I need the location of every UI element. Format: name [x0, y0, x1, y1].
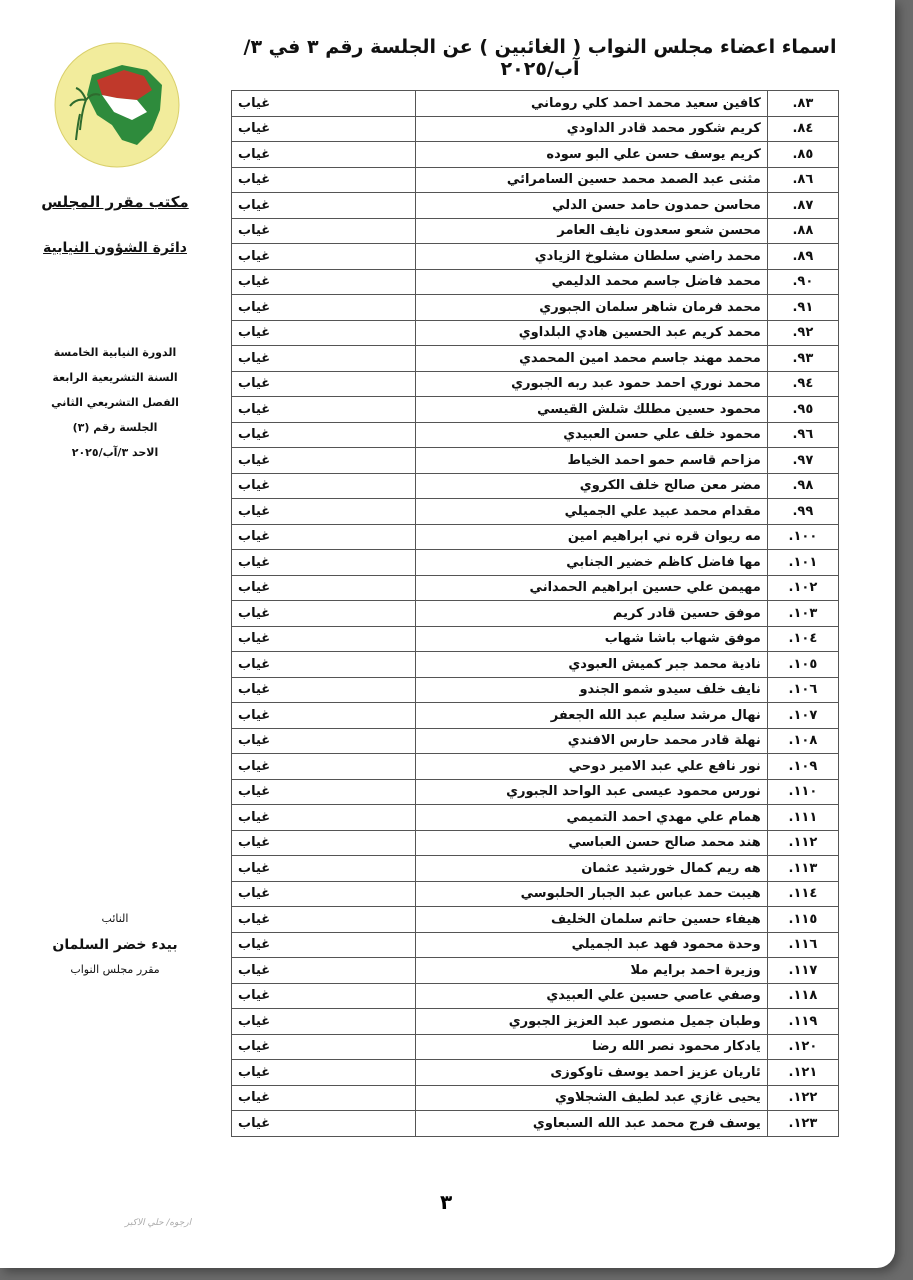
- table-row: [232, 371, 839, 397]
- absence-status: غياب: [232, 295, 416, 321]
- table-row: [232, 754, 839, 780]
- table-row: [232, 856, 839, 882]
- table-row: [232, 320, 839, 346]
- member-name: محمد فرمان شاهر سلمان الجبوري: [415, 295, 767, 321]
- table-row: [232, 1085, 839, 1111]
- member-name: محمد نوري احمد حمود عبد ربه الجبوري: [415, 371, 767, 397]
- session-info-line: الفصل التشريعي الثاني: [51, 396, 179, 409]
- absence-status: غياب: [232, 473, 416, 499]
- table-row: [232, 218, 839, 244]
- row-number: ١٠٧.: [767, 703, 838, 729]
- table-row: [232, 167, 839, 193]
- absence-status: غياب: [232, 703, 416, 729]
- member-name: نادية محمد جبر كميش العبودي: [415, 652, 767, 678]
- row-number: ٩٨.: [767, 473, 838, 499]
- member-name: نور نافع علي عبد الامير دوحي: [415, 754, 767, 780]
- absence-status: غياب: [232, 218, 416, 244]
- row-number: ٩٧.: [767, 448, 838, 474]
- absence-status: غياب: [232, 524, 416, 550]
- office-name: مكتب مقرر المجلس: [41, 193, 189, 211]
- member-name: وصفي عاصي حسين علي العبيدي: [415, 983, 767, 1009]
- member-name: نورس محمود عيسى عبد الواحد الجبوري: [415, 779, 767, 805]
- table-row: [232, 524, 839, 550]
- member-name: موفق شهاب باشا شهاب: [415, 626, 767, 652]
- row-number: ١١٨.: [767, 983, 838, 1009]
- absence-status: غياب: [232, 856, 416, 882]
- table-row: [232, 346, 839, 372]
- absence-status: غياب: [232, 728, 416, 754]
- absence-status: غياب: [232, 1111, 416, 1137]
- member-name: هيفاء حسين حاتم سلمان الخليف: [415, 907, 767, 933]
- row-number: ٩٦.: [767, 422, 838, 448]
- absence-status: غياب: [232, 983, 416, 1009]
- absence-status: غياب: [232, 932, 416, 958]
- absence-status: غياب: [232, 269, 416, 295]
- table-row: [232, 269, 839, 295]
- absence-status: غياب: [232, 575, 416, 601]
- table-row: [232, 907, 839, 933]
- document-title: اسماء اعضاء مجلس النواب ( الغائبين ) عن الجلسة رقم ٣ في ٣/آب/٢٠٢٥: [243, 36, 837, 80]
- member-name: محمد كريم عبد الحسين هادي البلداوي: [415, 320, 767, 346]
- absence-status: غياب: [232, 193, 416, 219]
- table-row: [232, 550, 839, 576]
- table-row: [232, 779, 839, 805]
- session-info: [40, 340, 190, 465]
- department-name: دائرة الشؤون النيابية: [43, 240, 187, 256]
- table-row: [232, 473, 839, 499]
- member-name: همام علي مهدي احمد التميمي: [415, 805, 767, 831]
- absence-table: [231, 90, 839, 1137]
- table-row: [232, 244, 839, 270]
- row-number: ٨٥.: [767, 142, 838, 168]
- member-name: محمد فاضل جاسم محمد الدليمي: [415, 269, 767, 295]
- absence-status: غياب: [232, 830, 416, 856]
- member-name: كافين سعيد محمد احمد كلي روماني: [415, 91, 767, 117]
- absence-status: غياب: [232, 626, 416, 652]
- member-name: مهيمن علي حسين ابراهيم الحمداني: [415, 575, 767, 601]
- row-number: ٨٩.: [767, 244, 838, 270]
- table-row: [232, 703, 839, 729]
- row-number: ٩٢.: [767, 320, 838, 346]
- absence-status: غياب: [232, 116, 416, 142]
- member-name: نهلة قادر محمد حارس الافندي: [415, 728, 767, 754]
- member-name: نايف خلف سيدو شمو الجندو: [415, 677, 767, 703]
- row-number: ١١٤.: [767, 881, 838, 907]
- member-name: مضر معن صالح خلف الكروي: [415, 473, 767, 499]
- row-number: ٨٧.: [767, 193, 838, 219]
- signature-role: النائب: [101, 912, 129, 925]
- table-row: [232, 601, 839, 627]
- absence-status: غياب: [232, 1085, 416, 1111]
- row-number: ١١٣.: [767, 856, 838, 882]
- table-row: [232, 91, 839, 117]
- table-row: [232, 295, 839, 321]
- row-number: ٩٤.: [767, 371, 838, 397]
- row-number: ١٠٤.: [767, 626, 838, 652]
- member-name: موفق حسين قادر كريم: [415, 601, 767, 627]
- member-name: محمد راضي سلطان مشلوخ الزيادي: [415, 244, 767, 270]
- row-number: ١٠٩.: [767, 754, 838, 780]
- row-number: ١٢٣.: [767, 1111, 838, 1137]
- absence-status: غياب: [232, 652, 416, 678]
- absence-status: غياب: [232, 779, 416, 805]
- member-name: مها فاضل كاظم خضير الجنابي: [415, 550, 767, 576]
- row-number: ١١٠.: [767, 779, 838, 805]
- row-number: ١١٩.: [767, 1009, 838, 1035]
- table-row: [232, 397, 839, 423]
- absence-status: غياب: [232, 448, 416, 474]
- row-number: ١٠١.: [767, 550, 838, 576]
- member-name: وحدة محمود فهد عبد الجميلي: [415, 932, 767, 958]
- session-info-line: الاحد ٣/آب/٢٠٢٥: [71, 446, 159, 459]
- member-name: ئاريان عزيز احمد يوسف تاوكوزى: [415, 1060, 767, 1086]
- row-number: ١١٦.: [767, 932, 838, 958]
- row-number: ١١١.: [767, 805, 838, 831]
- absence-status: غياب: [232, 142, 416, 168]
- table-row: [232, 932, 839, 958]
- row-number: ٩٥.: [767, 397, 838, 423]
- row-number: ١٢٢.: [767, 1085, 838, 1111]
- absence-status: غياب: [232, 346, 416, 372]
- table-row: [232, 958, 839, 984]
- table-row: [232, 881, 839, 907]
- absence-status: غياب: [232, 91, 416, 117]
- absence-status: غياب: [232, 422, 416, 448]
- table-row: [232, 448, 839, 474]
- absence-status: غياب: [232, 958, 416, 984]
- member-name: مثنى عبد الصمد محمد حسين السامرائي: [415, 167, 767, 193]
- table-row: [232, 983, 839, 1009]
- absence-status: غياب: [232, 1060, 416, 1086]
- row-number: ٨٦.: [767, 167, 838, 193]
- table-row: [232, 652, 839, 678]
- member-name: مقدام محمد عبيد علي الجميلي: [415, 499, 767, 525]
- footnote-scrawl: ارجوه/ حلي الاكبر: [125, 1218, 192, 1228]
- row-number: ٨٤.: [767, 116, 838, 142]
- row-number: ٩٩.: [767, 499, 838, 525]
- member-name: مه ريوان قره ني ابراهيم امين: [415, 524, 767, 550]
- absence-status: غياب: [232, 550, 416, 576]
- table-row: [232, 193, 839, 219]
- row-number: ١١٧.: [767, 958, 838, 984]
- absence-status: غياب: [232, 907, 416, 933]
- table-row: [232, 1111, 839, 1137]
- member-name: وطبان جميل منصور عبد العزيز الجبوري: [415, 1009, 767, 1035]
- row-number: ١١٥.: [767, 907, 838, 933]
- member-name: كريم شكور محمد قادر الداودي: [415, 116, 767, 142]
- table-row: [232, 142, 839, 168]
- absence-status: غياب: [232, 167, 416, 193]
- parliament-logo: [52, 40, 182, 170]
- member-name: هيبت حمد عباس عبد الجبار الحلبوسي: [415, 881, 767, 907]
- member-name: يوسف فرج محمد عبد الله السبعاوي: [415, 1111, 767, 1137]
- absence-status: غياب: [232, 754, 416, 780]
- row-number: ٩٣.: [767, 346, 838, 372]
- member-name: محمود خلف علي حسن العبيدي: [415, 422, 767, 448]
- absence-status: غياب: [232, 244, 416, 270]
- table-row: [232, 728, 839, 754]
- member-name: يحيى غازي عبد لطيف الشجلاوي: [415, 1085, 767, 1111]
- member-name: محمود حسين مطلك شلش القيسي: [415, 397, 767, 423]
- row-number: ١٠٦.: [767, 677, 838, 703]
- member-name: كريم يوسف حسن علي البو سوده: [415, 142, 767, 168]
- member-name: محسن شعو سعدون نايف العامر: [415, 218, 767, 244]
- row-number: ٩٠.: [767, 269, 838, 295]
- signature-title: مقرر مجلس النواب: [70, 963, 160, 976]
- row-number: ١٠٥.: [767, 652, 838, 678]
- table-row: [232, 422, 839, 448]
- row-number: ٩١.: [767, 295, 838, 321]
- member-name: نهال مرشد سليم عبد الله الجعفر: [415, 703, 767, 729]
- row-number: ١٢٠.: [767, 1034, 838, 1060]
- session-info-line: الجلسة رقم (٣): [72, 421, 158, 434]
- table-row: [232, 677, 839, 703]
- member-name: مزاحم قاسم حمو احمد الخياط: [415, 448, 767, 474]
- absence-status: غياب: [232, 881, 416, 907]
- row-number: ١٠٠.: [767, 524, 838, 550]
- absence-status: غياب: [232, 677, 416, 703]
- member-name: هه ريم كمال خورشيد عثمان: [415, 856, 767, 882]
- signature-name: بيدء خضر السلمان: [52, 937, 178, 953]
- row-number: ١١٢.: [767, 830, 838, 856]
- absence-status: غياب: [232, 320, 416, 346]
- table-row: [232, 1009, 839, 1035]
- session-info-line: الدورة النيابية الخامسة: [53, 346, 177, 359]
- table-row: [232, 116, 839, 142]
- absence-status: غياب: [232, 805, 416, 831]
- member-name: محمد مهند جاسم محمد امين المحمدي: [415, 346, 767, 372]
- table-row: [232, 575, 839, 601]
- member-name: هند محمد صالح حسن العباسي: [415, 830, 767, 856]
- table-row: [232, 1060, 839, 1086]
- absence-status: غياب: [232, 371, 416, 397]
- signature-block: [40, 912, 190, 976]
- table-row: [232, 805, 839, 831]
- row-number: ٨٣.: [767, 91, 838, 117]
- row-number: ١٢١.: [767, 1060, 838, 1086]
- member-name: يادكار محمود نصر الله رضا: [415, 1034, 767, 1060]
- table-row: [232, 1034, 839, 1060]
- member-name: وزيرة احمد برايم ملا: [415, 958, 767, 984]
- table-row: [232, 499, 839, 525]
- absence-status: غياب: [232, 601, 416, 627]
- table-row: [232, 626, 839, 652]
- member-name: محاسن حمدون حامد حسن الدلي: [415, 193, 767, 219]
- absence-status: غياب: [232, 1034, 416, 1060]
- session-info-line: السنة التشريعية الرابعة: [52, 371, 178, 384]
- row-number: ٨٨.: [767, 218, 838, 244]
- absence-status: غياب: [232, 499, 416, 525]
- table-row: [232, 830, 839, 856]
- row-number: ١٠٢.: [767, 575, 838, 601]
- row-number: ١٠٣.: [767, 601, 838, 627]
- row-number: ١٠٨.: [767, 728, 838, 754]
- page-number: ٣: [440, 1190, 453, 1214]
- absence-status: غياب: [232, 1009, 416, 1035]
- absence-status: غياب: [232, 397, 416, 423]
